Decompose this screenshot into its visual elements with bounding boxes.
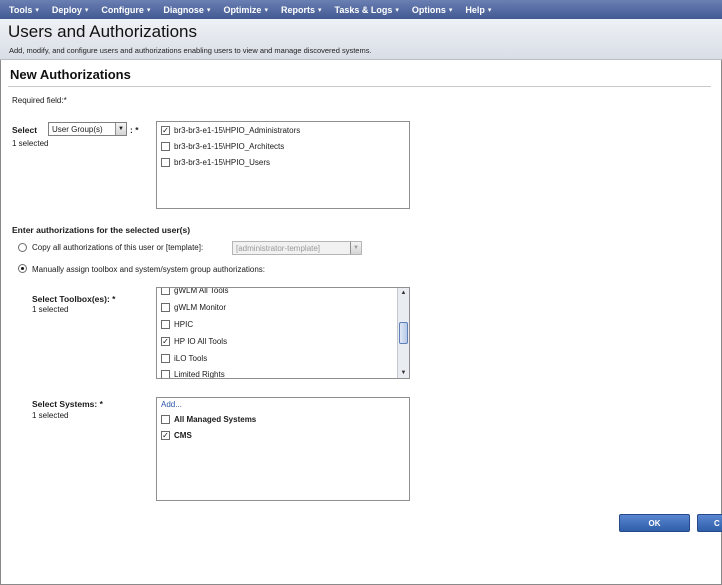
chevron-down-icon: ▾	[448, 6, 453, 14]
systems-selected-count: 1 selected	[32, 411, 69, 420]
template-select-value: [administrator-template]	[236, 243, 321, 253]
user-group-listbox[interactable]	[156, 121, 410, 209]
copy-authorizations-radio[interactable]	[18, 243, 27, 252]
checkbox[interactable]	[161, 337, 170, 346]
list-item[interactable]	[161, 415, 256, 424]
list-item-label: br3-br3-e1-15\HPIO_Administrators	[174, 126, 301, 135]
section-title: New Authorizations	[10, 67, 131, 82]
list-item[interactable]	[161, 431, 192, 440]
chevron-down-icon: ▾	[395, 6, 399, 14]
menu-options[interactable]	[407, 5, 458, 15]
section-divider	[8, 86, 711, 87]
menu-diagnose[interactable]	[158, 5, 215, 15]
list-item-label: gWLM Monitor	[174, 303, 227, 312]
menu-tasks-logs[interactable]	[330, 5, 404, 15]
cancel-button[interactable]: C	[697, 514, 722, 532]
menu-diagnose-label: Diagnose	[163, 4, 204, 15]
list-item[interactable]	[161, 142, 284, 151]
list-item[interactable]	[161, 303, 226, 312]
dropdown-arrow-icon[interactable]: ▼	[115, 123, 126, 135]
scroll-up-arrow-icon[interactable]: ▲	[400, 290, 407, 296]
chevron-down-icon: ▾	[487, 6, 492, 14]
chevron-down-icon: ▾	[84, 6, 89, 14]
menu-tools-label: Tools	[9, 4, 33, 15]
menu-reports[interactable]	[276, 5, 327, 15]
systems-listbox[interactable]	[156, 397, 410, 501]
list-item-label: gWLM All Tools	[174, 287, 229, 295]
checkbox[interactable]	[161, 126, 170, 135]
list-item[interactable]	[161, 158, 270, 167]
check-mark-icon: ✓	[162, 125, 169, 135]
menu-options-label: Options	[411, 4, 446, 15]
checkbox[interactable]	[161, 287, 170, 295]
user-type-select[interactable]	[48, 122, 127, 136]
check-mark-icon: ✓	[162, 430, 169, 440]
checkbox[interactable]	[161, 320, 170, 329]
menu-configure-label: Configure	[101, 4, 144, 15]
manual-assign-radio[interactable]	[18, 264, 27, 273]
list-item-label: HPIC	[174, 320, 194, 329]
add-systems-link[interactable]: Add...	[161, 400, 182, 409]
list-item[interactable]	[161, 354, 207, 363]
list-item-label: All Managed Systems	[174, 415, 257, 424]
list-item[interactable]	[161, 370, 225, 379]
menu-reports-label: Reports	[280, 4, 315, 15]
copy-authorizations-label: Copy all authorizations of this user or [template]:	[32, 243, 204, 252]
checkbox[interactable]	[161, 415, 170, 424]
authorizations-heading: Enter authorizations for the selected user(s)	[12, 225, 191, 235]
list-item-label: br3-br3-e1-15\HPIO_Architects	[174, 142, 285, 151]
chevron-down-icon: ▾	[146, 6, 151, 14]
menu-optimize-label: Optimize	[223, 4, 262, 15]
scroll-down-arrow-icon[interactable]: ▼	[400, 370, 407, 376]
select-required-marker: : *	[130, 125, 139, 135]
select-selected-count: 1 selected	[12, 139, 49, 148]
menu-configure[interactable]	[96, 5, 155, 15]
menu-help-label: Help	[465, 4, 485, 15]
menu-tools[interactable]	[4, 5, 44, 15]
list-item[interactable]	[161, 126, 300, 135]
list-item-label: CMS	[174, 431, 192, 440]
systems-label: Select Systems: *	[32, 399, 103, 409]
checkbox[interactable]	[161, 158, 170, 167]
required-field-note: Required field:*	[12, 96, 67, 105]
toolbox-scrollbar[interactable]	[397, 288, 409, 378]
menu-tasks-logs-label: Tasks & Logs	[334, 4, 393, 15]
ok-button[interactable]: OK	[619, 514, 690, 532]
select-label: Select	[12, 125, 38, 135]
page-title: Users and Authorizations	[8, 22, 197, 41]
chevron-down-icon: ▾	[35, 6, 39, 14]
chevron-down-icon: ▾	[264, 6, 268, 14]
checkbox[interactable]	[161, 142, 170, 151]
page-header	[0, 19, 722, 60]
scroll-thumb[interactable]	[399, 322, 408, 344]
user-type-select-value: User Group(s)	[52, 124, 103, 134]
checkbox[interactable]	[161, 303, 170, 312]
dropdown-arrow-icon[interactable]: ▼	[350, 242, 361, 254]
template-select[interactable]	[232, 241, 362, 255]
chevron-down-icon: ▾	[317, 6, 322, 14]
list-item-label: br3-br3-e1-15\HPIO_Users	[174, 158, 271, 167]
menu-deploy-label: Deploy	[51, 4, 82, 15]
checkbox[interactable]	[161, 370, 170, 379]
toolbox-selected-count: 1 selected	[32, 305, 69, 314]
menu-deploy[interactable]	[47, 5, 94, 15]
menu-optimize[interactable]	[218, 5, 273, 15]
list-item[interactable]	[161, 337, 227, 346]
toolbox-label: Select Toolbox(es): *	[32, 294, 116, 304]
page-subtitle: Add, modify, and configure users and authorizations enabling users to view and manage discovered systems.	[9, 46, 372, 55]
list-item-label: Limited Rights	[174, 370, 225, 379]
list-item[interactable]	[161, 287, 229, 295]
chevron-down-icon: ▾	[206, 6, 211, 14]
menu-help[interactable]	[460, 5, 496, 15]
manual-assign-label: Manually assign toolbox and system/system group authorizations:	[32, 265, 266, 274]
list-item-label: HP IO All Tools	[174, 337, 228, 346]
check-mark-icon: ✓	[162, 336, 169, 346]
top-menu-bar	[0, 0, 722, 19]
checkbox[interactable]	[161, 431, 170, 440]
checkbox[interactable]	[161, 354, 170, 363]
list-item-label: iLO Tools	[174, 354, 208, 363]
toolbox-listbox[interactable]	[156, 287, 410, 379]
list-item[interactable]	[161, 320, 193, 329]
